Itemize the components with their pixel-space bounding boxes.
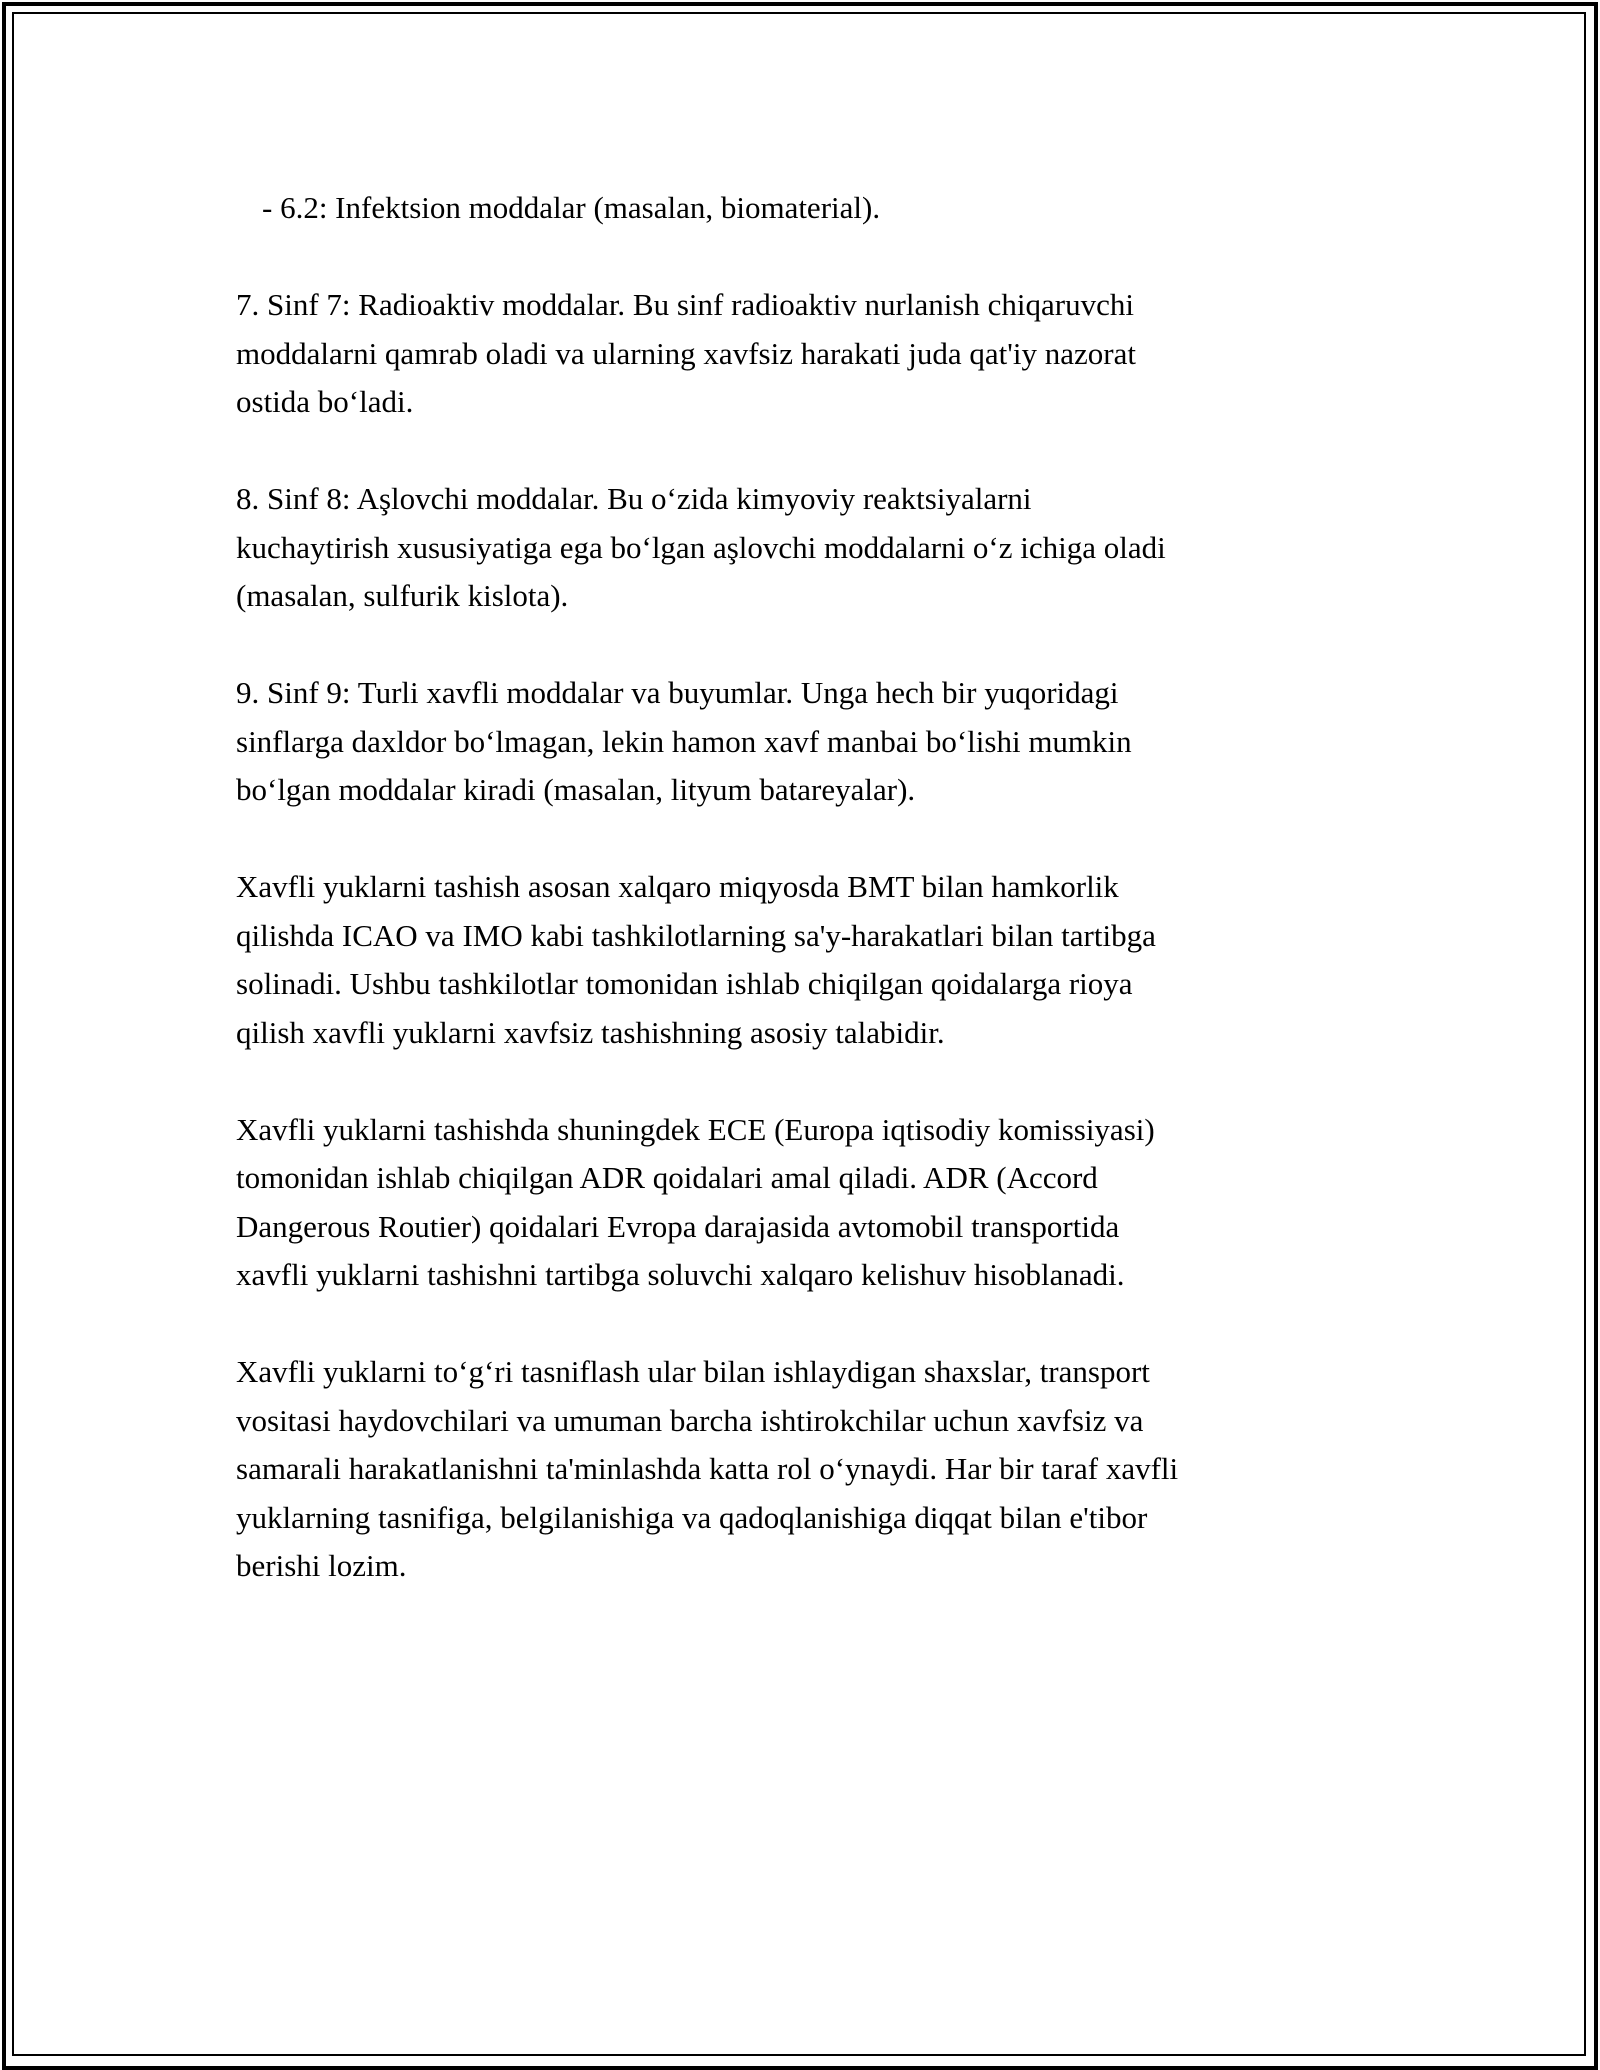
text-line: vositasi haydovchilari va umuman barcha ishtirokchilar uchun xavfsiz va [236, 1402, 1144, 1438]
text-line: Xavfli yuklarni tashish asosan xalqaro miqyosda BMT bilan hamkorlik [236, 869, 1119, 904]
text-line: Xavfli yuklarni tashishda shuningdek ECE (Europa iqtisodiy komissiyasi) [236, 1111, 1155, 1147]
text-line: - 6.2: Infektsion moddalar (masalan, biomaterial). [262, 190, 881, 225]
text-line: sinflarga daxldor bo‘lmagan, lekin hamon xavf manbai bo‘lishi mumkin [236, 723, 1132, 759]
text-line: yuklarning tasnifiga, belgilanishiga va qadoqlanishiga diqqat bilan e'tibor [236, 1499, 1148, 1535]
text-line: bo‘lgan moddalar kiradi (masalan, lityum batareyalar). [236, 772, 916, 807]
paragraph-classification-importance [236, 1348, 1366, 1591]
text-line: Dangerous Routier) qoidalari Evropa darajasida avtomobil transportida [236, 1208, 1120, 1244]
text-line: 9. Sinf 9: Turli xavfli moddalar va buyumlar. Unga hech bir yuqoridagi [236, 675, 1119, 710]
paragraph-international-regulation [236, 863, 1366, 1057]
list-item-class-7 [236, 281, 1366, 427]
text-line: tomonidan ishlab chiqilgan ADR qoidalari amal qiladi. ADR (Accord [236, 1160, 1098, 1195]
text-line: xavfli yuklarni tashishni tartibga soluvchi xalqaro kelishuv hisoblanadi. [236, 1257, 1125, 1292]
text-line: solinadi. Ushbu tashkilotlar tomonidan ishlab chiqilgan qoidalarga rioya [236, 966, 1133, 1001]
text-line: Xavfli yuklarni to‘g‘ri tasniflash ular bilan ishlaydigan shaxslar, transport [236, 1354, 1150, 1389]
text-line: samarali harakatlanishni ta'minlashda katta rol o‘ynaydi. Har bir taraf xavfli [236, 1451, 1179, 1486]
list-item-class-9 [236, 669, 1366, 815]
paragraph-adr-rules [236, 1106, 1366, 1300]
text-line: 7. Sinf 7: Radioaktiv moddalar. Bu sinf radioaktiv nurlanish chiqaruvchi [236, 287, 1134, 322]
text-line: ostida bo‘ladi. [236, 384, 414, 419]
text-line: (masalan, sulfurik kislota). [236, 578, 569, 613]
text-line: berishi lozim. [236, 1548, 407, 1583]
document-body [236, 184, 1366, 1639]
text-line: qilish xavfli yuklarni xavfsiz tashishning asosiy talabidir. [236, 1014, 945, 1050]
text-line: kuchaytirish xususiyatiga ega bo‘lgan aşlovchi moddalarni o‘z ichiga oladi [236, 529, 1166, 565]
text-line: 8. Sinf 8: Aşlovchi moddalar. Bu o‘zida kimyoviy reaktsiyalarni [236, 481, 1032, 516]
text-line: qilishda ICAO va IMO kabi tashkilotlarning sa'y-harakatlari bilan tartibga [236, 917, 1156, 953]
text-line: moddalarni qamrab oladi va ularning xavfsiz harakati juda qat'iy nazorat [236, 335, 1136, 371]
list-item-6-2 [236, 184, 1366, 233]
list-item-class-8 [236, 475, 1366, 621]
